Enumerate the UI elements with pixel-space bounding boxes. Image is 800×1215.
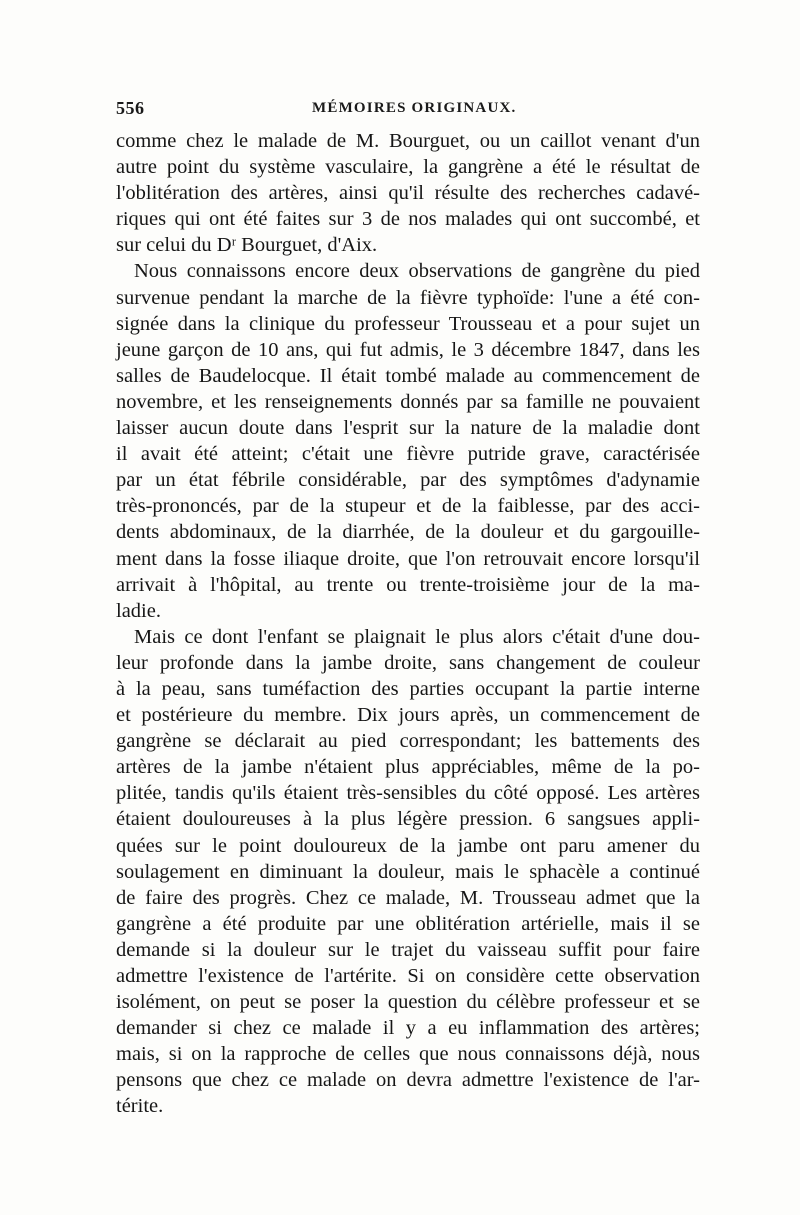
text-line: térite. (116, 1095, 164, 1118)
text-line: arrivait à l'hôpital, au trente ou trente-troisième jour de la ma- (116, 573, 700, 596)
text-line: par un état fébrile considérable, par des symptômes d'adynamie (116, 469, 700, 492)
text-line: leur profonde dans la jambe droite, sans changement de couleur (116, 651, 700, 674)
text-line: sur celui du Dʳ Bourguet, d'Aix. (116, 234, 378, 257)
text-line: isolément, on peut se poser la question du célèbre professeur et se (116, 991, 700, 1014)
text-line: soulagement en diminuant la douleur, mais le sphacèle a continué (116, 860, 700, 883)
text-line: Nous connaissons encore deux observations de gangrène du pied (134, 260, 700, 283)
running-head (116, 98, 700, 124)
text-line: de faire des progrès. Chez ce malade, M. Trousseau admet que la (116, 886, 700, 909)
text-line: jeune garçon de 10 ans, qui fut admis, le 3 décembre 1847, dans les (116, 338, 700, 361)
text-line: autre point du système vasculaire, la gangrène a été le résultat de (116, 156, 700, 179)
text-line: dents abdominaux, de la diarrhée, de la douleur et du gargouille- (116, 521, 700, 544)
paragraph (116, 128, 700, 258)
text-line: étaient douloureuses à la plus légère pression. 6 sangsues appli- (116, 808, 700, 831)
text-line: ladie. (116, 599, 161, 622)
text-line: gangrène se déclarait au pied correspondant; les battements des (116, 730, 700, 753)
text-line: mais, si on la rapproche de celles que nous connaissons déjà, nous (116, 1043, 700, 1066)
paragraph (116, 258, 700, 623)
text-line: l'oblitération des artères, ainsi qu'il résulte des recherches cadavé- (116, 182, 700, 205)
text-line: il avait été atteint; c'était une fièvre putride grave, caractérisée (116, 443, 700, 466)
text-line: artères de la jambe n'étaient plus appréciables, même de la po- (116, 756, 700, 779)
text-line: Mais ce dont l'enfant se plaignait le plus alors c'était d'une dou- (134, 625, 700, 648)
text-line: à la peau, sans tuméfaction des parties occupant la partie interne (116, 677, 700, 700)
text-line: très-prononcés, par de la stupeur et de la faiblesse, par des acci- (116, 495, 700, 518)
text-line: et postérieure du membre. Dix jours après, un commencement de (116, 704, 700, 727)
text-line: gangrène a été produite par une oblitération artérielle, mais il se (116, 912, 700, 935)
body-text (116, 128, 700, 1120)
text-line: novembre, et les renseignements donnés par sa famille ne pouvaient (116, 390, 700, 413)
text-line: admettre l'existence de l'artérite. Si on considère cette observation (116, 965, 700, 987)
text-line: riques qui ont été faites sur 3 de nos malades qui ont succombé, et (116, 208, 700, 231)
text-line: survenue pendant la marche de la fièvre typhoïde: l'une a été con- (116, 286, 700, 309)
text-line: demande si la douleur sur le trajet du vaisseau suffit pour faire (116, 938, 700, 961)
text-line: signée dans la clinique du professeur Trousseau et a pour sujet un (116, 312, 700, 335)
text-line: pensons que chez ce malade on devra admettre l'existence de l'ar- (116, 1069, 700, 1092)
page-number: 556 (116, 98, 145, 118)
text-line: plitée, tandis qu'ils étaient très-sensibles du côté opposé. Les artères (116, 782, 700, 805)
text-line: salles de Baudelocque. Il était tombé malade au commencement de (116, 364, 700, 387)
text-line: ment dans la fosse iliaque droite, que l'on retrouvait encore lorsqu'il (116, 547, 700, 570)
text-line: quées sur le point douloureux de la jambe ont paru amener du (116, 834, 700, 857)
paragraph (116, 624, 700, 1120)
text-line: comme chez le malade de M. Bourguet, ou un caillot venant d'un (116, 130, 700, 152)
text-line: laisser aucun doute dans l'esprit sur la nature de la maladie dont (116, 417, 700, 440)
running-title: MÉMOIRES ORIGINAUX. (312, 100, 517, 116)
text-line: demander si chez ce malade il y a eu inflammation des artères; (116, 1017, 700, 1040)
